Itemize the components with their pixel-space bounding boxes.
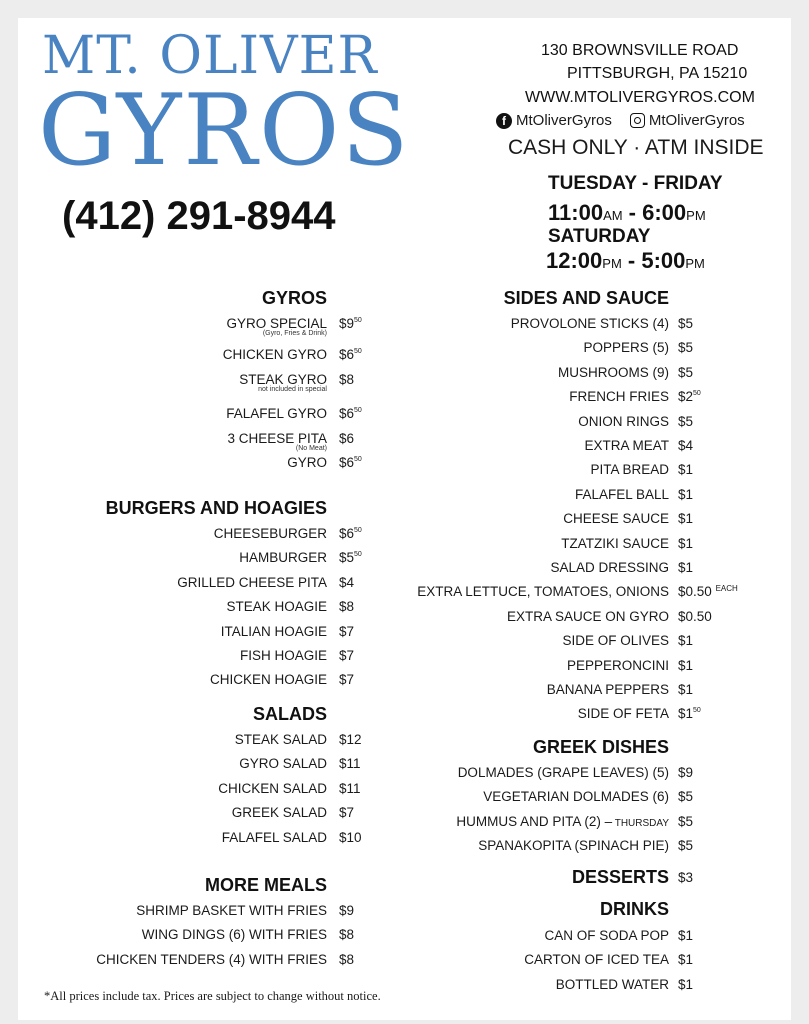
logo-line-2: GYROS bbox=[38, 74, 411, 188]
sides-header: SIDES AND SAUCE bbox=[503, 288, 669, 308]
greek-item-name: DOLMADES (GRAPE LEAVES) (5) bbox=[457, 765, 669, 780]
drinks-item-price: $1 bbox=[678, 928, 694, 943]
salads-item-price: $10 bbox=[339, 829, 362, 845]
facebook-icon: f bbox=[496, 113, 512, 129]
social-links bbox=[496, 112, 745, 129]
burgers-item-price: $7 bbox=[339, 672, 355, 688]
salads-item-price: $12 bbox=[339, 732, 362, 747]
sides-item-name: EXTRA SAUCE ON GYRO bbox=[506, 608, 669, 624]
gyros-item-name: GYRO bbox=[287, 455, 327, 470]
sides-item-price: $\$1^{50}$ bbox=[678, 706, 701, 722]
gyros-item-note: not included in special bbox=[258, 386, 327, 393]
drinks-item-name: CAN OF SODA POP bbox=[544, 928, 669, 943]
sides-item-price: $5 bbox=[678, 316, 694, 331]
burgers-item-price: $7 bbox=[339, 623, 355, 639]
salads-item-name: GYRO SALAD bbox=[239, 756, 327, 772]
burgers-item-price: $\$6^{50}$ bbox=[339, 526, 362, 541]
gyros-item-name: GYRO SPECIAL bbox=[226, 316, 327, 331]
burgers-item-price: $\$5^{50}$ bbox=[339, 550, 362, 566]
instagram-handle: MtOliverGyros bbox=[648, 112, 745, 129]
gyros-item-price: $\$6^{50}$ bbox=[339, 455, 362, 470]
burgers-item-name: FISH HOAGIE bbox=[239, 648, 327, 663]
meals-item-name: SHRIMP BASKET WITH FRIES bbox=[136, 903, 327, 918]
gyros-item-price: $\$9^{50}$ bbox=[339, 316, 362, 331]
greek-item-name: SPANAKOPITA (SPINACH PIE) bbox=[478, 838, 669, 854]
footer-note: *All prices include tax. Prices are subject to change without notice. bbox=[44, 989, 381, 1003]
sides-item-name: EXTRA MEAT bbox=[584, 438, 669, 453]
meals-item-name: CHICKEN TENDERS (4) WITH FRIES bbox=[96, 951, 327, 967]
salads-header: SALADS bbox=[252, 704, 327, 724]
sides-item-name: MUSHROOMS (9) bbox=[558, 364, 669, 380]
gyros-item-name: STEAK GYRO bbox=[239, 372, 327, 387]
greek-item-price: $5 bbox=[678, 789, 694, 805]
sides-item-price: $1 bbox=[678, 535, 694, 551]
sides-item-name: EXTRA LETTUCE, TOMATOES, ONIONS bbox=[417, 584, 669, 600]
sides-item-price: $4 bbox=[678, 438, 694, 453]
hours-time-1: 11:00AM - 6:00PM bbox=[548, 200, 706, 225]
sides-item-name: BANANA PEPPERS bbox=[546, 682, 669, 697]
greek-item-name: HUMMUS AND PITA (2) – THURSDAY bbox=[456, 813, 669, 829]
gyros-item-price: $6 bbox=[339, 431, 355, 446]
gyros-header: GYROS bbox=[261, 288, 327, 308]
burgers-item-price: $4 bbox=[339, 574, 355, 590]
sides-item-price: $\$2^{50}$ bbox=[678, 389, 701, 405]
burgers-item-name: ITALIAN HOAGIE bbox=[220, 623, 327, 639]
meals-item-price: $9 bbox=[339, 903, 355, 918]
drinks-header: DRINKS bbox=[599, 899, 669, 919]
burgers-header: BURGERS AND HOAGIES bbox=[105, 498, 327, 518]
gyros-item-note: (Gyro, Fries & Drink) bbox=[262, 330, 327, 337]
greek-item-price: $9 bbox=[678, 765, 694, 780]
sides-item-name: PITA BREAD bbox=[590, 462, 669, 478]
hours-time-2: 12:00PM - 5:00PM bbox=[546, 248, 705, 273]
sides-item-price: $1 bbox=[678, 462, 694, 478]
meals-item-price: $8 bbox=[339, 927, 355, 943]
hours-days-2: SATURDAY bbox=[548, 226, 651, 247]
sides-item-name: FALAFEL BALL bbox=[574, 486, 669, 502]
greek-item-price: $5 bbox=[678, 838, 694, 854]
sides-item-price: $5 bbox=[678, 413, 694, 429]
greek-header: GREEK DISHES bbox=[532, 737, 669, 757]
sides-item-name: PROVOLONE STICKS (4) bbox=[510, 316, 669, 331]
gyros-item-name: CHICKEN GYRO bbox=[222, 347, 327, 362]
logo-line-1: MT. OLIVER bbox=[42, 26, 378, 86]
meals-header: MORE MEALS bbox=[204, 875, 327, 895]
burgers-item-price: $8 bbox=[339, 599, 355, 615]
sides-item-price: $1 bbox=[678, 486, 694, 502]
sides-item-price: $0.50 bbox=[678, 608, 712, 624]
drinks-item-name: BOTTLED WATER bbox=[555, 976, 669, 992]
drinks-item-price: $1 bbox=[678, 952, 694, 968]
phone-number: (412) 291-8944 bbox=[62, 194, 336, 238]
sides-item-price: $1 bbox=[678, 633, 694, 649]
sides-item-price: $5 bbox=[678, 364, 694, 380]
sides-item-price: $0.50 $^{EACH}$ bbox=[678, 584, 738, 600]
gyros-item-price: $\$6^{50}$ bbox=[339, 406, 362, 421]
burgers-item-name: CHEESEBURGER bbox=[213, 526, 327, 541]
facebook-handle: MtOliverGyros bbox=[516, 112, 612, 129]
desserts-header: DESSERTS bbox=[571, 867, 669, 887]
drinks-item-price: $1 bbox=[678, 976, 694, 992]
salads-item-price: $11 bbox=[339, 756, 361, 772]
payment-info: CASH ONLY · ATM INSIDE bbox=[508, 136, 764, 159]
greek-item-price: $5 bbox=[678, 813, 694, 829]
meals-item-price: $8 bbox=[339, 951, 355, 967]
burgers-item-name: HAMBURGER bbox=[239, 550, 327, 566]
gyros-item-note: (No Meat) bbox=[295, 445, 327, 452]
burgers-item-name: CHICKEN HOAGIE bbox=[209, 672, 327, 688]
gyros-item-name: FALAFEL GYRO bbox=[226, 406, 327, 421]
salads-item-name: GREEK SALAD bbox=[231, 805, 327, 821]
meals-item-name: WING DINGS (6) WITH FRIES bbox=[141, 927, 327, 943]
salads-item-name: CHICKEN SALAD bbox=[218, 780, 327, 796]
salads-item-name: FALAFEL SALAD bbox=[221, 829, 327, 845]
sides-item-name: SALAD DRESSING bbox=[550, 560, 669, 575]
sides-item-name: TZATZIKI SAUCE bbox=[561, 535, 669, 551]
greek-item-name: VEGETARIAN DOLMADES (6) bbox=[483, 789, 669, 805]
menu-page bbox=[18, 18, 791, 1020]
sides-item-price: $1 bbox=[678, 682, 694, 697]
sides-item-name: SIDE OF FETA bbox=[577, 706, 669, 722]
address-street: 130 BROWNSVILLE ROAD bbox=[541, 42, 739, 59]
instagram-icon bbox=[630, 113, 645, 128]
sides-item-name: POPPERS (5) bbox=[583, 340, 669, 356]
gyros-item-name: 3 CHEESE PITA bbox=[227, 431, 327, 446]
address-city: PITTSBURGH, PA 15210 bbox=[567, 65, 748, 82]
website: WWW.MTOLIVERGYROS.COM bbox=[525, 89, 755, 106]
burgers-item-name: GRILLED CHEESE PITA bbox=[177, 574, 327, 590]
sides-item-name: ONION RINGS bbox=[578, 413, 669, 429]
burgers-item-name: STEAK HOAGIE bbox=[226, 599, 327, 615]
sides-item-price: $1 bbox=[678, 657, 694, 673]
desserts-price: $3 bbox=[678, 870, 694, 885]
sides-item-name: SIDE OF OLIVES bbox=[562, 633, 669, 649]
gyros-item-price: $8 bbox=[339, 372, 355, 387]
hours-days-1: TUESDAY - FRIDAY bbox=[548, 173, 723, 194]
salads-item-name: STEAK SALAD bbox=[234, 732, 327, 747]
gyros-item-price: $\$6^{50}$ bbox=[339, 347, 362, 362]
salads-item-price: $11 bbox=[339, 780, 361, 796]
sides-item-name: CHEESE SAUCE bbox=[563, 511, 669, 527]
salads-item-price: $7 bbox=[339, 805, 355, 821]
sides-item-name: FRENCH FRIES bbox=[569, 389, 669, 405]
burgers-item-price: $7 bbox=[339, 648, 355, 663]
sides-item-price: $1 bbox=[678, 560, 694, 575]
drinks-item-name: CARTON OF ICED TEA bbox=[524, 952, 669, 968]
sides-item-name: PEPPERONCINI bbox=[566, 657, 669, 673]
sides-item-price: $1 bbox=[678, 511, 694, 527]
sides-item-price: $5 bbox=[678, 340, 694, 356]
